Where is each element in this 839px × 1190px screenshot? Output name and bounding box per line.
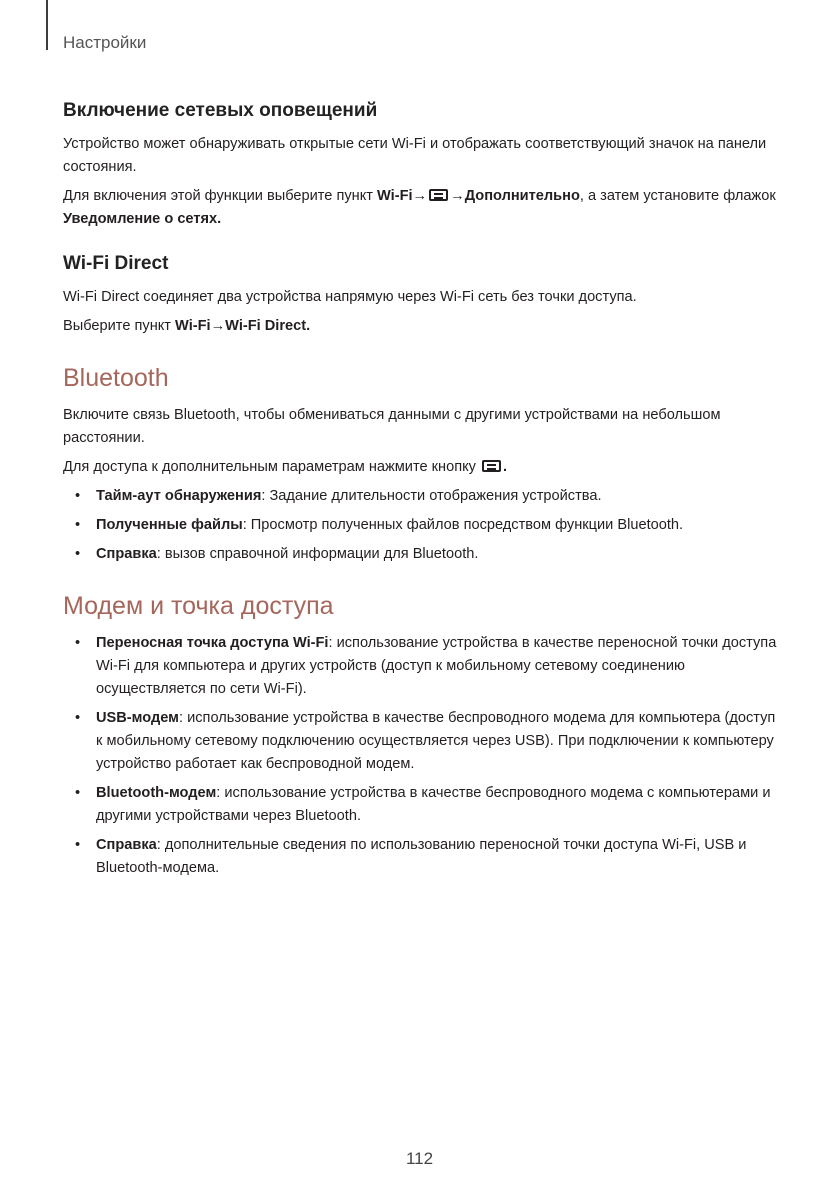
section-title-bluetooth: Bluetooth bbox=[63, 364, 169, 392]
list-item: • Полученные файлы: Просмотр полученных файлов посредством функции Bluetooth. bbox=[63, 514, 778, 537]
paragraph: Wi-Fi Direct соединяет два устройства напрямую через Wi-Fi сеть без точки доступа. bbox=[63, 289, 637, 305]
paragraph: Выберите пункт Wi-Fi→Wi-Fi Direct. bbox=[63, 318, 311, 334]
running-head: Настройки bbox=[63, 33, 147, 52]
menu-path-wifi: Wi-Fi bbox=[377, 188, 413, 204]
option-network-notification: Уведомление о сетях bbox=[63, 211, 218, 227]
menu-path-wifi: Wi-Fi bbox=[175, 318, 211, 334]
bullet: • bbox=[75, 546, 81, 562]
paragraph: Устройство может обнаруживать открытые сети Wi-Fi и отображать соответствующий значок на панели состояния. bbox=[63, 136, 767, 175]
list-item: • Bluetooth-модем: использование устройства в качестве беспроводного модема с компьютерами и другими устройствами через Bluetooth. bbox=[63, 782, 778, 828]
menu-path-advanced: Дополнительно bbox=[464, 188, 580, 204]
list-item: • Тайм-аут обнаружения: Задание длительности отображения устройства. bbox=[63, 485, 778, 508]
section-title-wifi-direct: Wi-Fi Direct bbox=[63, 253, 169, 274]
menu-icon bbox=[482, 460, 501, 472]
bullet: • bbox=[75, 635, 81, 651]
bullet: • bbox=[75, 710, 81, 726]
paragraph: Включите связь Bluetooth, чтобы обмениваться данными с другими устройствами на небольшом расстоянии. bbox=[63, 407, 721, 446]
paragraph: Для включения этой функции выберите пункт Wi-Fi→ →Дополнительно, а затем установите флажок Уведомление о сетях. bbox=[63, 188, 776, 227]
page-content bbox=[63, 100, 778, 886]
section-title-tethering: Модем и точка доступа bbox=[63, 592, 334, 620]
list-item: • USB-модем: использование устройства в качестве беспроводного модема для компьютера (доступ к мобильному сетевому подключению осуществляется через USB). При подключении к компьютеру устройство работает как беспроводной модем. bbox=[63, 707, 778, 776]
section-title-notifications: Включение сетевых оповещений bbox=[63, 100, 378, 121]
bullet: • bbox=[75, 488, 81, 504]
page-number: 112 bbox=[405, 1149, 434, 1168]
bullet: • bbox=[75, 837, 81, 853]
list-item: • Справка: вызов справочной информации для Bluetooth. bbox=[63, 543, 778, 566]
paragraph: Для доступа к дополнительным параметрам нажмите кнопку . bbox=[63, 459, 508, 475]
menu-path-wifi-direct: Wi-Fi Direct bbox=[225, 318, 307, 334]
bullet: • bbox=[75, 785, 81, 801]
menu-icon bbox=[429, 189, 448, 201]
tethering-options-list bbox=[63, 632, 778, 880]
margin-rule bbox=[46, 0, 48, 50]
bullet: • bbox=[75, 517, 81, 533]
list-item: • Справка: дополнительные сведения по использованию переносной точки доступа Wi-Fi, USB и Bluetooth-модема. bbox=[63, 834, 778, 880]
bluetooth-options-list bbox=[63, 485, 778, 566]
list-item: • Переносная точка доступа Wi-Fi: использование устройства в качестве переносной точки доступа Wi-Fi для компьютера и других устройств (доступ к мобильному сетевому соединению осуществляется по сети Wi-Fi). bbox=[63, 632, 778, 701]
